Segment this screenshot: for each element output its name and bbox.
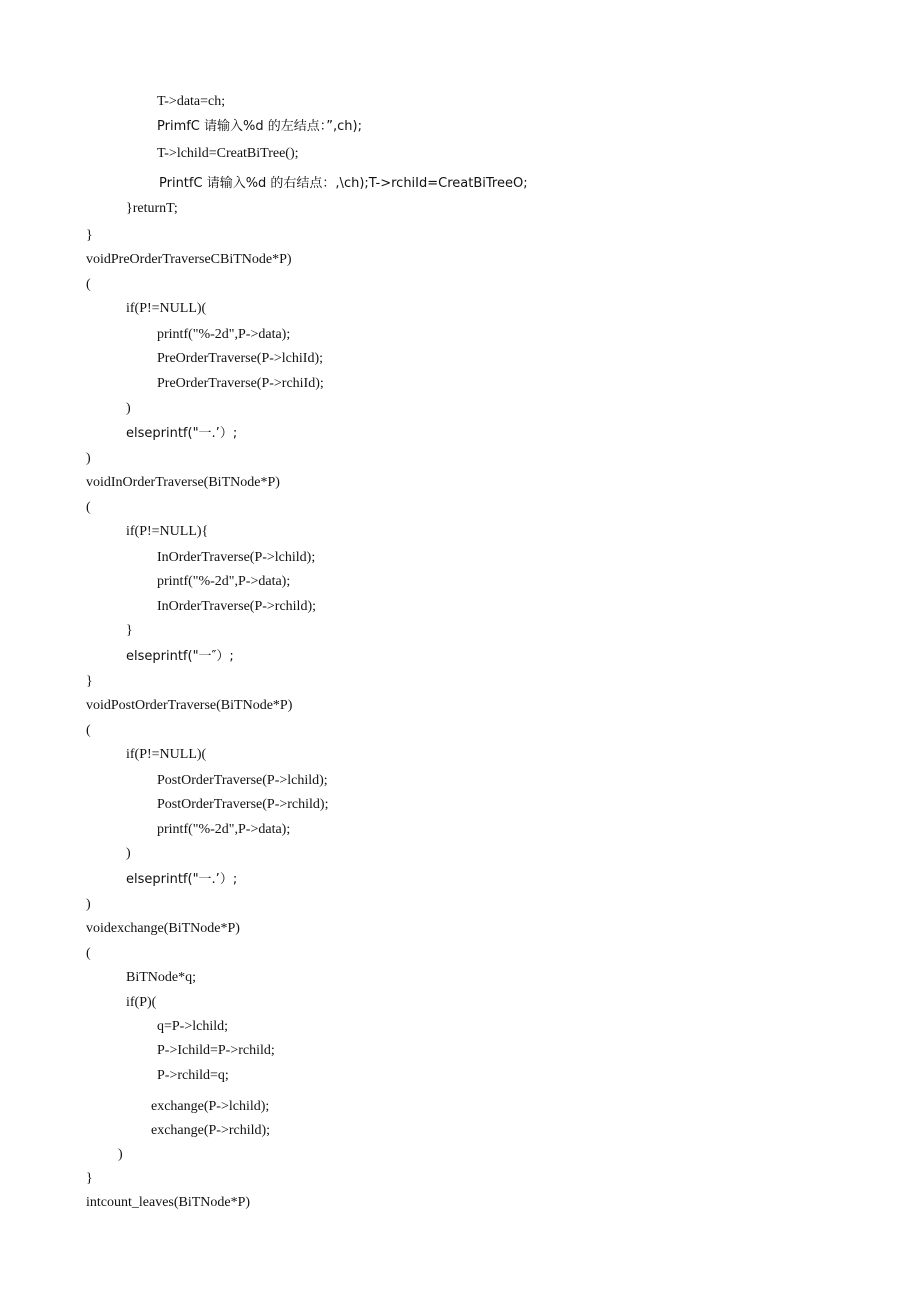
code-line: PostOrderTraverse(P->rchild);: [157, 797, 329, 812]
code-line: if(P!=NULL)(: [126, 301, 207, 316]
code-line: }returnT;: [126, 201, 178, 216]
code-line: ): [126, 401, 131, 416]
code-line: P->rchild=q;: [157, 1068, 229, 1083]
code-line: printf("%-2d",P->data);: [157, 574, 291, 589]
code-line: T->lchild=CreatBiTree();: [157, 146, 299, 161]
code-line: printf("%-2d",P->data);: [157, 327, 291, 342]
code-line: PreOrderTraverse(P->rchiId);: [157, 376, 324, 391]
code-line: q=P->lchild;: [157, 1019, 229, 1034]
code-line: InOrderTraverse(P->rchild);: [157, 599, 316, 614]
code-line: printf("%-2d",P->data);: [157, 822, 291, 837]
code-line: voidPreOrderTraverseCBiTNode*P): [86, 252, 292, 267]
code-line: ): [86, 451, 91, 466]
code-line: voidInOrderTraverse(BiTNode*P): [86, 475, 280, 490]
code-line: elseprintf("一.’）;: [126, 872, 238, 887]
code-line: intcount_leaves(BiTNode*P): [86, 1195, 251, 1210]
code-line: if(P!=NULL)(: [126, 747, 207, 762]
code-line: InOrderTraverse(P->lchild);: [157, 550, 316, 565]
code-line: voidPostOrderTraverse(BiTNode*P): [86, 698, 293, 713]
code-line: ): [86, 897, 91, 912]
code-line: (: [86, 500, 91, 515]
code-line: PreOrderTraverse(P->lchiId);: [157, 351, 323, 366]
code-line: voidexchange(BiTNode*P): [86, 921, 240, 936]
code-line: BiTNode*q;: [126, 970, 196, 985]
code-line: PostOrderTraverse(P->lchild);: [157, 773, 328, 788]
code-line: }: [86, 1171, 93, 1186]
code-line: (: [86, 723, 91, 738]
code-line: if(P)(: [126, 995, 157, 1010]
code-line: ): [118, 1147, 123, 1162]
code-line: }: [86, 674, 93, 689]
code-line: (: [86, 946, 91, 961]
code-line: P->Ichild=P->rchild;: [157, 1043, 275, 1058]
code-line: exchange(P->rchild);: [151, 1123, 271, 1138]
code-line: }: [126, 623, 133, 638]
code-line: if(P!=NULL){: [126, 524, 209, 539]
code-line: T->data=ch;: [157, 94, 226, 109]
code-line: exchange(P->lchild);: [151, 1099, 270, 1114]
code-line: elseprintf("一″）;: [126, 649, 234, 664]
code-line: (: [86, 277, 91, 292]
code-line: elseprintf("一.’）;: [126, 426, 238, 441]
code-line: PrintfC 请输入%d 的右结点：,\ch);T->rchiId=CreatBiTreeO;: [159, 176, 528, 191]
code-line: ): [126, 846, 131, 861]
code-line: }: [86, 228, 93, 243]
code-line: PrimfC 请输入%d 的左结点：”,ch);: [157, 119, 362, 134]
